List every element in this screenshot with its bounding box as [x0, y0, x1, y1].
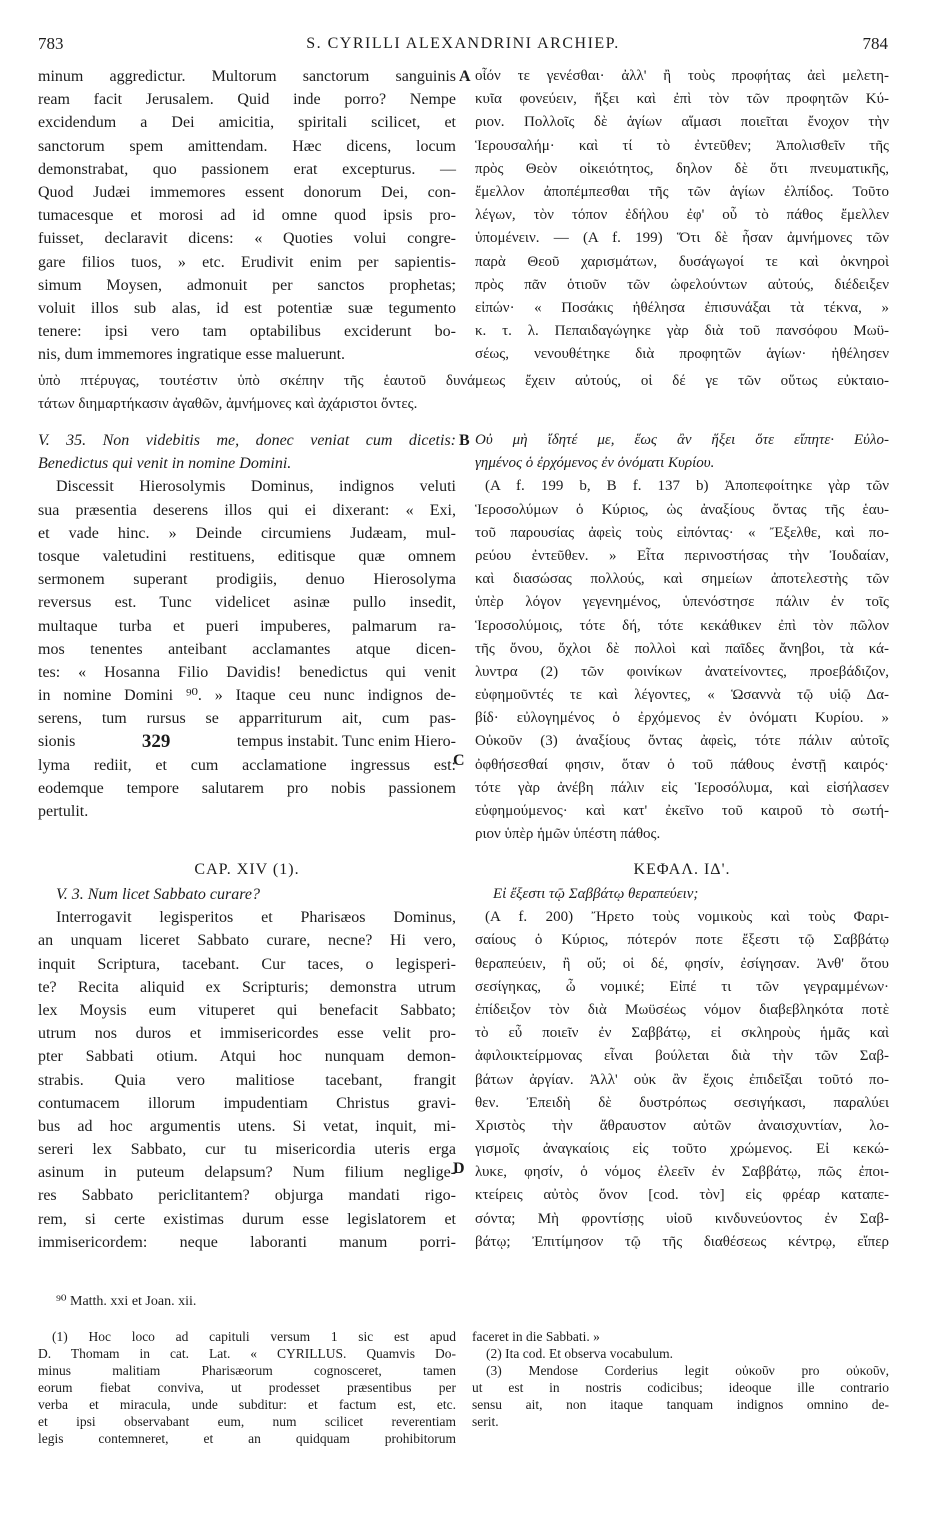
latin-line: multaque turba et pueri impuberes, palmarum ra-: [38, 617, 456, 635]
verse-heading-greek: [475, 452, 889, 475]
latin-line: rem, si certe existimas durum esse legislatorem et: [38, 1210, 456, 1228]
verse-heading: [38, 883, 456, 906]
latin-line: utrum nos duros et immisericordes esse velit pro-: [38, 1025, 456, 1043]
latin-line: lyma rediit, et cum acclamatione ingressus est:: [38, 756, 456, 774]
greek-line: τοῦ παρουσίας ἀφεὶς τοὺς εἰπόντας· « Ἔξελθε, καὶ πο-: [475, 524, 889, 541]
greek-line: (A f. 200) Ἤρετο τοὺς νομικοὺς καὶ τοὺς Φαρι-: [485, 909, 889, 926]
greek-line: καὶ διασώσας πολλούς, καὶ σημείων ἀποτελεστὴς τῶν: [475, 571, 889, 588]
latin-line: ream facit Jerusalem. Quid inde porro? Nempe: [38, 91, 456, 109]
greek-line: Ἱεροσολύμοις, τότε δή, τότε κεκάθικεν ἐπὶ τὸν πῶλον: [475, 617, 889, 634]
latin-line: tenere: ipsi vero tam optabilibus exciderunt bo-: [38, 323, 456, 341]
latin-line: tumacesque et morosi ad id omne quod ipsis pro-: [38, 207, 456, 225]
footnote-line: (1) Hoc loco ad capituli versum 1 sic est apud: [52, 1329, 456, 1344]
verse-heading: [38, 452, 456, 475]
latin-line: inquit Scriptura, tacebant. Cur taces, o legisperi-: [38, 955, 456, 973]
greek-column-block1: [475, 65, 889, 366]
greek-line: πρὸς Θεὸν οἰκειότητος, δηλον δὲ ὅτι πνευματικῆς,: [475, 160, 889, 177]
footnote-line: serit.: [472, 1414, 499, 1429]
verse-heading-text: V. 3. Num licet Sabbato curare?: [56, 886, 260, 903]
greek-spanning-text: [38, 370, 889, 416]
latin-line: fuisset, declaravit dicens: « Quoties volui congre-: [38, 230, 456, 248]
greek-line: βίδ· εὐλογημένος ὁ ἐρχόμενος ἐν ὀνόματι Κυρίου. »: [475, 710, 889, 727]
latin-line: immisericordem: neque laboranti manum porri-: [38, 1233, 456, 1251]
greek-line: σαίους ὁ Κύριος, πότερόν ποτε ἔξεστι τῷ Σαββάτῳ: [475, 932, 889, 949]
footnote-line: minus malitiam Pharisæorum cognosceret, tamen: [38, 1363, 456, 1378]
greek-line: Χριστὸς τὴν ἄθραυστον αὐτῶν ἀναισχυντίαν, λο-: [475, 1117, 889, 1134]
latin-line: sua præsentia deserens illos qui ei dixerant: « Exi,: [38, 501, 456, 519]
running-header: [38, 34, 888, 56]
greek-line: λέγων, τὸν τόπον ἐδήλου ἐφ' οὗ τὸ πάθος ἔμελλεν: [475, 207, 889, 224]
latin-line: gare filios tuos, » etc. Erudivit enim per sapientis-: [38, 253, 456, 271]
latin-column-chapter: [38, 883, 456, 1254]
latin-line: tes: « Hosanna Filio Davidis! benedictus qui venit: [38, 663, 456, 681]
latin-line: serens, tum rursus se apparriturum ait, cum pas-: [38, 710, 456, 728]
greek-line: ριον ὑπὲρ ἡμῶν ὑπέστη πάθος.: [475, 826, 661, 843]
latin-line: contumacem illorum impudentiam Christus gravi-: [38, 1094, 456, 1112]
greek-line: βάτῳ; Ἐπιτίμησον τῷ τῆς διαθέσεως κέντρῳ, εἴπερ: [475, 1233, 889, 1250]
verse-heading-text: V. 35. Non videbitis me, donec veniat cum dicetis:: [38, 432, 456, 449]
greek-line: ριον. Πολλοῖς δὲ ἁγίων αἵμασι ποιεῖται ἔνοχον τὴν: [475, 114, 889, 131]
greek-line: Ἱεροσολύμων ὁ Κύριος, ὡς ἀναξίους ὄντας τῆς ἑαυ-: [475, 501, 889, 518]
greek-line: ἀφιλοικτείρμονας εἶναι βούλεται διὰ τὴν τῶν Σαβ-: [475, 1048, 889, 1065]
greek-line: λυντρα (2) τῶν φοινίκων ἀνατείνοντες, προεβάδιζον,: [475, 663, 889, 680]
verse-heading-text: γημένος ὁ ἐρχόμενος ἐν ὀνόματι Κυρίου.: [475, 455, 715, 472]
footnote-line: verba et miracula, unde subditur: et factum est, etc.: [38, 1397, 456, 1412]
verse-heading: [38, 429, 456, 452]
footnote-line: sensu ait, non itaque tanquam indignos omnino de-: [472, 1397, 889, 1412]
greek-line: Ἱερουσαλήμ· καὶ τί τὸ ἐντεῦθεν; Ἀπολισθεῖν τῆς: [475, 137, 889, 154]
verse-heading-text: Εἰ ἔξεστι τῷ Σαββάτῳ θεραπεύειν;: [493, 886, 699, 902]
greek-line: θεν. Ἐπειδὴ δὲ δυστρόπως σεσιγήκασι, παραλύει: [475, 1094, 889, 1111]
greek-line: κ. τ. λ. Πεπαιδαγώγηκε γὰρ διὰ τοῦ πανσόφου Μωϋ-: [475, 323, 889, 340]
greek-line: βάτων ἀργίαν. Ἀλλ' οὐκ ἂν ἔχοις ἐπιδεῖξαι τοῦτό πο-: [475, 1071, 889, 1088]
latin-column-block1: [38, 65, 456, 366]
latin-line: simum Moysen, admonuit per sanctos prophetas;: [38, 276, 456, 294]
greek-line: ἐπίδειξον τὸν διὰ Μωϋσέως νόμον διαβεβληκότα ποτὲ: [475, 1001, 889, 1018]
latin-line: pertulit.: [38, 803, 89, 820]
latin-line: demonstrabat, quo passionem erat excepturus. —: [38, 160, 456, 178]
latin-line: voluit illos sub alas, id est potentiæ suæ tegumento: [38, 299, 456, 317]
margin-letter-b: B: [459, 432, 470, 449]
footnote-line: et ipsi observabant eum, num scilicet reverentiam: [38, 1414, 456, 1429]
verse-heading-greek: [475, 883, 889, 906]
footnote-line: ut est in nostris codicibus; ideoque ille contrario: [472, 1380, 889, 1395]
latin-line: et vade hinc. » Deinde circumiens Judæam, mul-: [38, 524, 456, 542]
scripture-reference-note: ⁹⁰ Matth. xxi et Joan. xii.: [56, 1294, 197, 1309]
latin-line: sereri lex Sabbato, cur tu misericordia uteris erga: [38, 1141, 456, 1159]
greek-line: εὐφημοῦντές τε καὶ λέγοντες, « Ὡσαννὰ τῷ υἱῷ Δα-: [475, 687, 889, 704]
greek-line: ὀφθήσεσθαί φησιν, ὅταν ὁ τοῦ πάθους ἐνστῇ καιρός·: [475, 756, 889, 773]
latin-line: strabis. Quia vero malitiose tacebant, frangit: [38, 1071, 456, 1089]
page-number-left: 783: [38, 34, 64, 53]
greek-column-chapter: [475, 883, 889, 1254]
greek-line: σόντα; Μὴ φροντίσῃς υἱοῦ κινδυνεύοντος ἐν Σαβ-: [475, 1210, 889, 1227]
column-number: 329: [141, 731, 171, 753]
latin-column-block2: [38, 429, 456, 823]
greek-line: τὸ εὖ ποιεῖν ἐν Σαββάτῳ, εἰ σκληροὺς ἡμᾶς καὶ: [475, 1025, 889, 1042]
footnote-line: (3) Mendose Corderius legit οὐκοῦν pro οὐκοῦν,: [486, 1363, 889, 1378]
greek-line: σέως, νενουθέτηκε διὰ προφητῶν ἁγίων· ἠθέλησεν: [475, 346, 889, 363]
footnotes-left: [38, 1328, 456, 1447]
latin-line: lex Moysis eum vituperet qui benefacit Sabbato;: [38, 1001, 456, 1019]
latin-fragment: tempus instabit. Tunc enim Hiero-: [236, 733, 456, 751]
latin-line: nis, dum immemores ingratique esse maluerunt.: [38, 346, 346, 364]
latin-fragment: sionis: [38, 733, 76, 751]
latin-line: Discessit Hierosolymis Dominus, indignos veluti: [56, 478, 456, 496]
latin-line: res Sabbato periclitantem? objurga mandati rigo-: [38, 1187, 456, 1205]
chapter-heading-greek: ΚΕΦΑΛ. ΙΔ'.: [633, 861, 731, 878]
latin-line: eodemque tempore salutarem pro nobis passionem: [38, 779, 456, 797]
latin-line: sanctorum spem amittendam. Hæc dicens, locum: [38, 137, 456, 155]
greek-line: σεσίγηκας, ὦ νομικέ; Εἰπέ τι τῶν γεγραμμένων·: [475, 978, 889, 995]
footnotes-right: [472, 1328, 889, 1430]
latin-line: excidendum a Dei amicitia, spiritali scilicet, et: [38, 114, 456, 132]
greek-span-line: ὑπὸ πτέρυγας, τουτέστιν ὑπὸ σκέπην τῆς ἑαυτοῦ δυνάμεως ἔχειν αὐτούς, οἱ δέ γε τῶν οὕτως εὐκταιο-: [38, 373, 889, 389]
footnote-line: faceret in die Sabbati. »: [472, 1329, 600, 1344]
footnote-line: legis contemneret, et an quidquam prohibitorum: [38, 1431, 456, 1446]
footnote-line: D. Thomam in cat. Lat. « CYRILLUS. Quamvis Do-: [38, 1346, 456, 1361]
verse-heading-text: Benedictus qui venit in nomine Domini.: [38, 455, 292, 473]
greek-span-line: τάτων διημαρτήκασιν ἀγαθῶν, ἀμνήμονες καὶ ἀχάριστοι ὄντες.: [38, 396, 418, 413]
greek-line: κτείρεις αὐτὸς ὄνον [cod. τὸν] εἰς φρέαρ καταπε-: [475, 1187, 889, 1204]
latin-line: tosque valetudini restituens, editisque quæ omnem: [38, 547, 456, 565]
greek-line: ὑπομένειν. — (A f. 199) Ὅτι δὲ ἦσαν ἀμνήμονες τῶν: [475, 230, 889, 247]
greek-line: εὐφημούμενος· καὶ κατ' ἐκεῖνο τοῦ καιροῦ τὸ σωτή-: [475, 803, 889, 819]
greek-column-block2: [475, 429, 889, 846]
latin-line: sermonem superant prodigiis, denuo Hierosolyma: [38, 571, 456, 589]
margin-letter-a: A: [459, 68, 471, 85]
page-number-right: 784: [862, 34, 888, 53]
margin-letter-d: D: [453, 1160, 465, 1177]
latin-line: asinum in puteum delapsum? Num filium neglige-: [38, 1164, 456, 1182]
greek-line: εἰπών· « Ποσάκις ἠθέλησα ἐπισυνάξαι τὰ τέκνα, »: [475, 299, 889, 316]
verse-heading-text: Οὐ μὴ ἴδητέ με, ἕως ἂν ἥξει ὅτε εἴπητε· Εὐλο-: [475, 432, 889, 448]
latin-line: Quod Judæi immemores essent donorum Dei, con-: [38, 183, 456, 201]
greek-line: κυῖα φονεύειν, ἥξει καὶ ἐπὶ τὸν τῶν προφητῶν Κύ-: [475, 91, 889, 108]
verse-heading-greek: [475, 429, 889, 452]
latin-line: [38, 730, 456, 753]
latin-line: Interrogavit legisperitos et Pharisæos Dominus,: [56, 909, 456, 927]
greek-line: παρὰ Θεοῦ χαρισμάτων, δυσάγωγοί τε καὶ ὀκνηροὶ: [475, 253, 889, 270]
latin-line: te? Recita aliquid ex Scripturis; demonstra utrum: [38, 978, 456, 996]
greek-line: θεραπεύειν, ἢ οὔ; οἱ δέ, φησίν, ἐσίγησαν. Ἀνθ' ὅτου: [475, 955, 889, 972]
margin-letter-c: C: [453, 752, 465, 769]
greek-line: τῆς ὄνου, ὄχλοι δὲ πολλοὶ καὶ παῖδες ἄνηβοι, τὰ κά-: [475, 640, 889, 657]
running-title: S. CYRILLI ALEXANDRINI ARCHIEP.: [306, 35, 620, 52]
latin-line: pter Sabbati otium. Atqui hoc nunquam demon-: [38, 1048, 456, 1066]
greek-line: τότε γὰρ ἀνέβη πάλιν εἰς Ἱεροσόλυμα, καὶ εἰσήλασεν: [475, 779, 889, 796]
greek-line: πρὸς πᾶν ὁτιοῦν τῶν ὠφελούντων αὐτούς, διέδειξεν: [475, 276, 889, 293]
greek-line: Οὐκοῦν (3) ἀναξίους ὄντας ἀφεὶς, τότε πάλιν αὐτοῖς: [475, 733, 889, 750]
latin-line: reversus est. Tunc videlicet asinæ pullo insedit,: [38, 594, 456, 612]
greek-line: ὑπὲρ λόγον γεγενημένος, ὑπενόστησε πάλιν ἐν τοῖς: [475, 594, 889, 611]
greek-line: λυκε, φησίν, ὁ νόμος ἐλεεῖν ἐν Σαββάτῳ, πῶς ἐποι-: [475, 1164, 889, 1181]
latin-line: mos tenentes anteibant acclamantes atque dicen-: [38, 640, 456, 658]
latin-line: in nomine Domini ⁹⁰. » Itaque ceu nunc indignos de-: [38, 687, 456, 705]
greek-line: ρεύου ἐντεῦθεν. » Εἶτα περινοστήσας τὴν Ἰουδαίαν,: [475, 547, 889, 564]
greek-line: ἔμελλον ἀποπέμπεσθαι τῆς τῶν ἁγίων ἐλπίδος. Τοῦτο: [475, 183, 889, 200]
latin-line: an unquam liceret Sabbato curare, necne? Hi vero,: [38, 932, 456, 950]
latin-line: minum aggredictur. Multorum sanctorum sanguinis: [38, 68, 456, 85]
footnote-line: (2) Ita cod. Et observa vocabulum.: [486, 1346, 674, 1361]
greek-line: (A f. 199 b, B f. 137 b) Ἀποπεφοίτηκε γὰρ τῶν: [485, 478, 889, 495]
chapter-heading-latin: CAP. XIV (1).: [194, 861, 300, 878]
greek-line: οἷόν τε γενέσθαι· ἀλλ' ἢ τοὺς προφήτας ἀεὶ μελετη-: [475, 68, 889, 84]
latin-line: bus ad hoc argumentis utens. Si vetat, inquit, mi-: [38, 1117, 456, 1135]
footnote-line: eorum fiebat conviva, ut prodesset præsentibus per: [38, 1380, 456, 1395]
greek-line: γισμοῖς ἀναγκαίοις εἰς τοῦτο χρώμενος. Εἰ κεκώ-: [475, 1141, 889, 1158]
